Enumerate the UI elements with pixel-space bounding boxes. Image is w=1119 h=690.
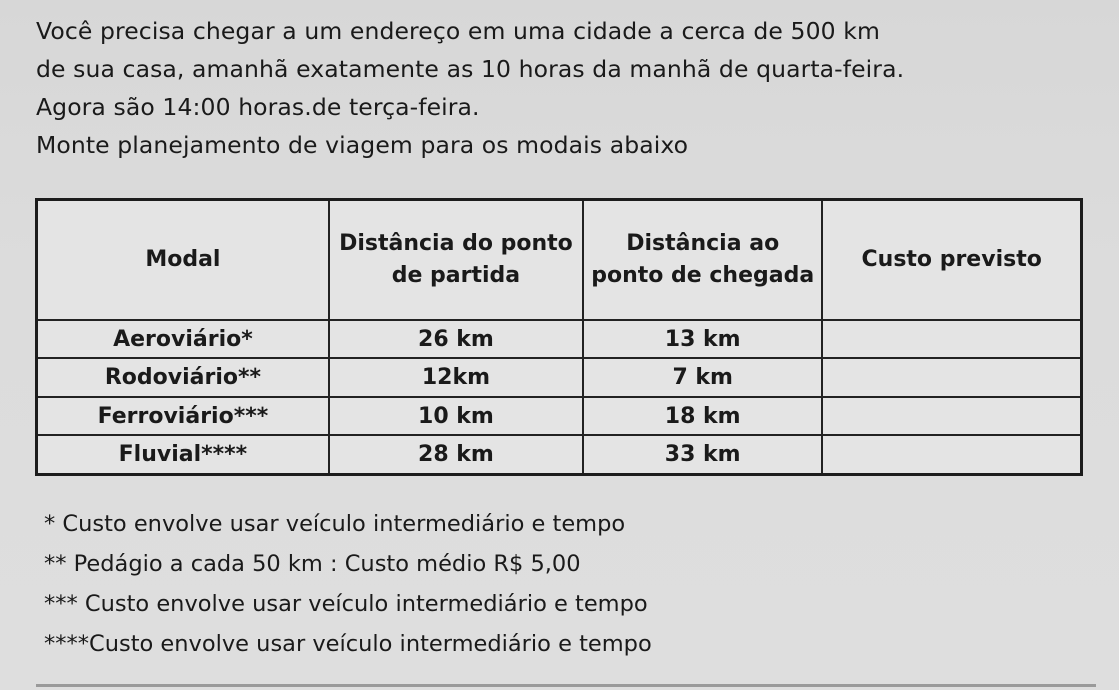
header-modal: Modal bbox=[37, 200, 329, 321]
table-header-row bbox=[37, 200, 1082, 321]
cell-partida: 12km bbox=[329, 358, 583, 396]
cell-chegada: 7 km bbox=[583, 358, 822, 396]
cell-modal: Fluvial**** bbox=[37, 435, 329, 474]
cell-custo bbox=[822, 358, 1081, 396]
cell-custo bbox=[822, 320, 1081, 358]
cell-partida: 26 km bbox=[329, 320, 583, 358]
table-row bbox=[37, 435, 1082, 474]
footnote-1: * Custo envolve usar veículo intermediário e tempo bbox=[44, 511, 626, 537]
page-edge-divider bbox=[36, 684, 1096, 687]
table-row bbox=[37, 320, 1082, 358]
header-distancia-chegada: Distância ao ponto de chegada bbox=[583, 200, 822, 321]
cell-partida: 10 km bbox=[329, 397, 583, 435]
instructions bbox=[36, 12, 1096, 164]
cell-chegada: 13 km bbox=[583, 320, 822, 358]
cell-partida: 28 km bbox=[329, 435, 583, 474]
cell-chegada: 18 km bbox=[583, 397, 822, 435]
header-distancia-partida: Distância do ponto de partida bbox=[329, 200, 583, 321]
cell-custo bbox=[822, 435, 1081, 474]
instruction-line-2: de sua casa, amanhã exatamente as 10 horas da manhã de quarta-feira. bbox=[36, 55, 905, 83]
cell-modal: Ferroviário*** bbox=[37, 397, 329, 435]
footnote-3: *** Custo envolve usar veículo intermediário e tempo bbox=[44, 591, 648, 617]
cell-modal: Rodoviário** bbox=[37, 358, 329, 396]
instruction-line-3: Agora são 14:00 horas.de terça-feira. bbox=[36, 93, 480, 121]
cell-chegada: 33 km bbox=[583, 435, 822, 474]
travel-table bbox=[35, 198, 1083, 476]
footnote-4: ****Custo envolve usar veículo intermediário e tempo bbox=[44, 631, 652, 657]
instruction-line-1: Você precisa chegar a um endereço em uma cidade a cerca de 500 km bbox=[36, 17, 880, 45]
instruction-line-4: Monte planejamento de viagem para os modais abaixo bbox=[36, 131, 689, 159]
table-row bbox=[37, 358, 1082, 396]
header-custo-previsto: Custo previsto bbox=[822, 200, 1081, 321]
footnote-2: ** Pedágio a cada 50 km : Custo médio R$ 5,00 bbox=[44, 551, 581, 577]
table-row bbox=[37, 397, 1082, 435]
cell-modal: Aeroviário* bbox=[37, 320, 329, 358]
cell-custo bbox=[822, 397, 1081, 435]
footnotes bbox=[44, 504, 652, 664]
